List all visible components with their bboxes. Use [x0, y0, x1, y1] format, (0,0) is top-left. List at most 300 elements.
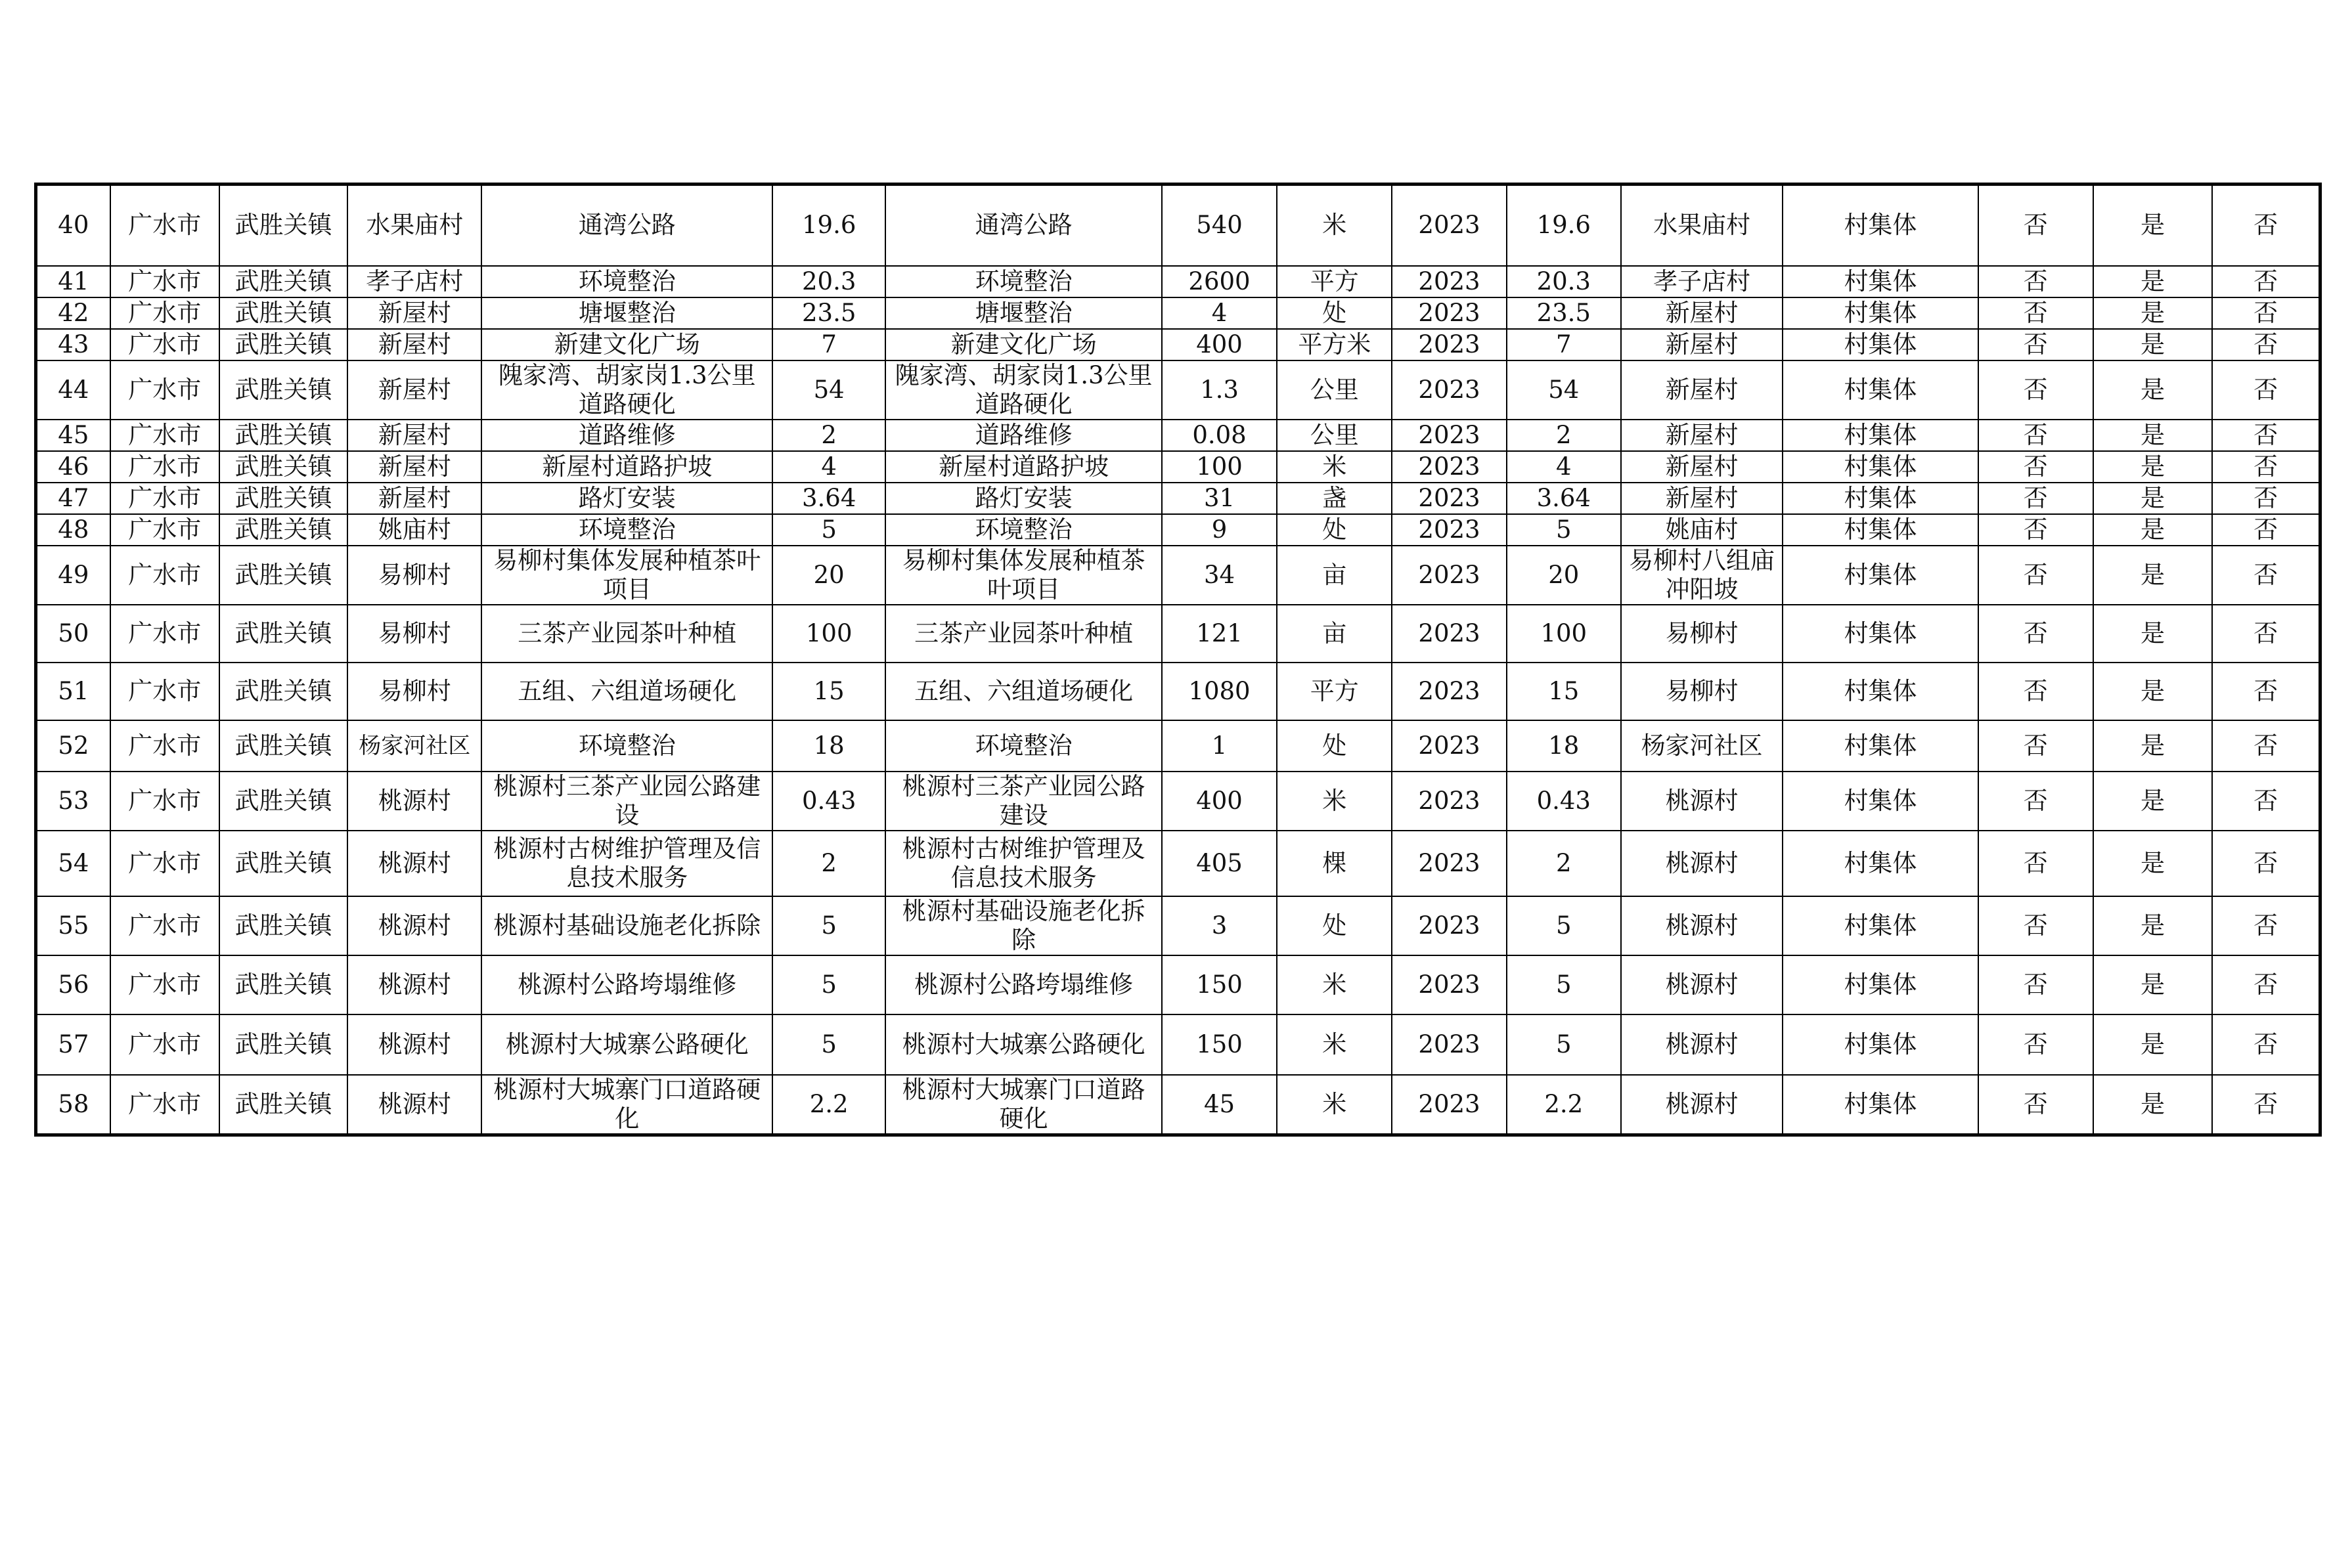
town-cell: 武胜关镇: [219, 420, 347, 451]
flag-2-cell: 是: [2093, 955, 2212, 1014]
investment-cell: 5: [772, 1014, 885, 1075]
flag-1-cell: 否: [1978, 297, 2093, 329]
town-cell: 武胜关镇: [219, 451, 347, 483]
table-row: [36, 514, 2320, 546]
construction-content-cell: 新屋村道路护坡: [885, 451, 1162, 483]
flag-2-cell: 是: [2093, 297, 2212, 329]
village-cell: 姚庙村: [347, 514, 481, 546]
construction-content-cell: 桃源村大城寨公路硬化: [885, 1014, 1162, 1075]
location-cell: 新屋村: [1621, 360, 1783, 420]
quantity-cell: 400: [1162, 772, 1277, 831]
location-cell: 杨家河社区: [1621, 720, 1783, 772]
quantity-cell: 45: [1162, 1075, 1277, 1135]
quantity-cell: 100: [1162, 451, 1277, 483]
town-cell: 武胜关镇: [219, 185, 347, 266]
investment-cell: 23.5: [772, 297, 885, 329]
flag-3-cell: 否: [2212, 420, 2320, 451]
year-cell: 2023: [1392, 483, 1506, 514]
construction-content-cell: 环境整治: [885, 266, 1162, 297]
project-name-cell: 环境整治: [481, 720, 772, 772]
owner-cell: 村集体: [1783, 483, 1978, 514]
quantity-cell: 9: [1162, 514, 1277, 546]
flag-1-cell: 否: [1978, 831, 2093, 896]
flag-1-cell: 否: [1978, 483, 2093, 514]
construction-content-cell: 通湾公路: [885, 185, 1162, 266]
investment-cell: 0.43: [772, 772, 885, 831]
amount-cell: 4: [1507, 451, 1621, 483]
town-cell: 武胜关镇: [219, 831, 347, 896]
construction-content-cell: 桃源村三茶产业园公路建设: [885, 772, 1162, 831]
flag-3-cell: 否: [2212, 896, 2320, 955]
quantity-cell: 540: [1162, 185, 1277, 266]
location-cell: 新屋村: [1621, 420, 1783, 451]
table-row: [36, 772, 2320, 831]
city-cell: 广水市: [110, 772, 219, 831]
table-row: [36, 896, 2320, 955]
serial-number-cell: 49: [36, 546, 110, 605]
amount-cell: 100: [1507, 605, 1621, 663]
table-row: [36, 1014, 2320, 1075]
city-cell: 广水市: [110, 896, 219, 955]
town-cell: 武胜关镇: [219, 896, 347, 955]
location-cell: 桃源村: [1621, 831, 1783, 896]
table-row: [36, 451, 2320, 483]
city-cell: 广水市: [110, 1014, 219, 1075]
unit-cell: 亩: [1277, 605, 1392, 663]
flag-2-cell: 是: [2093, 1075, 2212, 1135]
flag-3-cell: 否: [2212, 663, 2320, 720]
city-cell: 广水市: [110, 185, 219, 266]
amount-cell: 2: [1507, 420, 1621, 451]
quantity-cell: 0.08: [1162, 420, 1277, 451]
serial-number-cell: 57: [36, 1014, 110, 1075]
flag-1-cell: 否: [1978, 451, 2093, 483]
owner-cell: 村集体: [1783, 1014, 1978, 1075]
owner-cell: 村集体: [1783, 451, 1978, 483]
unit-cell: 平方: [1277, 266, 1392, 297]
year-cell: 2023: [1392, 185, 1506, 266]
investment-cell: 2.2: [772, 1075, 885, 1135]
investment-cell: 3.64: [772, 483, 885, 514]
investment-cell: 15: [772, 663, 885, 720]
serial-number-cell: 51: [36, 663, 110, 720]
construction-content-cell: 路灯安装: [885, 483, 1162, 514]
year-cell: 2023: [1392, 896, 1506, 955]
year-cell: 2023: [1392, 1014, 1506, 1075]
owner-cell: 村集体: [1783, 896, 1978, 955]
town-cell: 武胜关镇: [219, 297, 347, 329]
year-cell: 2023: [1392, 663, 1506, 720]
unit-cell: 平方米: [1277, 329, 1392, 360]
quantity-cell: 121: [1162, 605, 1277, 663]
town-cell: 武胜关镇: [219, 1075, 347, 1135]
city-cell: 广水市: [110, 451, 219, 483]
amount-cell: 18: [1507, 720, 1621, 772]
investment-cell: 7: [772, 329, 885, 360]
year-cell: 2023: [1392, 451, 1506, 483]
unit-cell: 平方: [1277, 663, 1392, 720]
flag-2-cell: 是: [2093, 663, 2212, 720]
owner-cell: 村集体: [1783, 955, 1978, 1014]
city-cell: 广水市: [110, 955, 219, 1014]
serial-number-cell: 53: [36, 772, 110, 831]
flag-1-cell: 否: [1978, 420, 2093, 451]
table-row: [36, 297, 2320, 329]
flag-3-cell: 否: [2212, 605, 2320, 663]
serial-number-cell: 52: [36, 720, 110, 772]
year-cell: 2023: [1392, 420, 1506, 451]
investment-cell: 2: [772, 420, 885, 451]
construction-content-cell: 隗家湾、胡家岗1.3公里道路硬化: [885, 360, 1162, 420]
flag-2-cell: 是: [2093, 360, 2212, 420]
village-cell: 易柳村: [347, 546, 481, 605]
village-cell: 桃源村: [347, 772, 481, 831]
owner-cell: 村集体: [1783, 831, 1978, 896]
serial-number-cell: 47: [36, 483, 110, 514]
flag-1-cell: 否: [1978, 605, 2093, 663]
city-cell: 广水市: [110, 420, 219, 451]
village-cell: 新屋村: [347, 420, 481, 451]
amount-cell: 2.2: [1507, 1075, 1621, 1135]
location-cell: 桃源村: [1621, 955, 1783, 1014]
location-cell: 新屋村: [1621, 483, 1783, 514]
location-cell: 桃源村: [1621, 1014, 1783, 1075]
construction-content-cell: 桃源村公路垮塌维修: [885, 955, 1162, 1014]
flag-3-cell: 否: [2212, 514, 2320, 546]
unit-cell: 公里: [1277, 420, 1392, 451]
project-name-cell: 道路维修: [481, 420, 772, 451]
unit-cell: 盏: [1277, 483, 1392, 514]
town-cell: 武胜关镇: [219, 720, 347, 772]
construction-content-cell: 新建文化广场: [885, 329, 1162, 360]
town-cell: 武胜关镇: [219, 514, 347, 546]
city-cell: 广水市: [110, 720, 219, 772]
city-cell: 广水市: [110, 483, 219, 514]
city-cell: 广水市: [110, 663, 219, 720]
village-cell: 桃源村: [347, 831, 481, 896]
amount-cell: 19.6: [1507, 185, 1621, 266]
village-cell: 杨家河社区: [347, 720, 481, 772]
serial-number-cell: 42: [36, 297, 110, 329]
serial-number-cell: 54: [36, 831, 110, 896]
investment-cell: 4: [772, 451, 885, 483]
project-name-cell: 易柳村集体发展种植茶叶项目: [481, 546, 772, 605]
construction-content-cell: 五组、六组道场硬化: [885, 663, 1162, 720]
table-row: [36, 420, 2320, 451]
project-name-cell: 路灯安装: [481, 483, 772, 514]
flag-1-cell: 否: [1978, 1014, 2093, 1075]
flag-3-cell: 否: [2212, 546, 2320, 605]
quantity-cell: 34: [1162, 546, 1277, 605]
construction-content-cell: 桃源村大城寨门口道路硬化: [885, 1075, 1162, 1135]
owner-cell: 村集体: [1783, 420, 1978, 451]
table-row: [36, 605, 2320, 663]
city-cell: 广水市: [110, 514, 219, 546]
table-row: [36, 185, 2320, 266]
flag-2-cell: 是: [2093, 420, 2212, 451]
serial-number-cell: 40: [36, 185, 110, 266]
table-body: [36, 185, 2320, 1135]
flag-1-cell: 否: [1978, 266, 2093, 297]
flag-2-cell: 是: [2093, 483, 2212, 514]
project-name-cell: 桃源村公路垮塌维修: [481, 955, 772, 1014]
unit-cell: 处: [1277, 297, 1392, 329]
town-cell: 武胜关镇: [219, 266, 347, 297]
flag-3-cell: 否: [2212, 266, 2320, 297]
table-row: [36, 831, 2320, 896]
investment-cell: 54: [772, 360, 885, 420]
flag-3-cell: 否: [2212, 955, 2320, 1014]
location-cell: 桃源村: [1621, 772, 1783, 831]
quantity-cell: 4: [1162, 297, 1277, 329]
project-name-cell: 通湾公路: [481, 185, 772, 266]
flag-1-cell: 否: [1978, 514, 2093, 546]
amount-cell: 7: [1507, 329, 1621, 360]
owner-cell: 村集体: [1783, 266, 1978, 297]
serial-number-cell: 56: [36, 955, 110, 1014]
village-cell: 新屋村: [347, 360, 481, 420]
flag-2-cell: 是: [2093, 266, 2212, 297]
year-cell: 2023: [1392, 955, 1506, 1014]
amount-cell: 5: [1507, 1014, 1621, 1075]
serial-number-cell: 43: [36, 329, 110, 360]
flag-1-cell: 否: [1978, 185, 2093, 266]
flag-3-cell: 否: [2212, 720, 2320, 772]
amount-cell: 15: [1507, 663, 1621, 720]
serial-number-cell: 50: [36, 605, 110, 663]
table-row: [36, 663, 2320, 720]
serial-number-cell: 44: [36, 360, 110, 420]
amount-cell: 23.5: [1507, 297, 1621, 329]
quantity-cell: 150: [1162, 955, 1277, 1014]
project-name-cell: 新建文化广场: [481, 329, 772, 360]
quantity-cell: 150: [1162, 1014, 1277, 1075]
flag-2-cell: 是: [2093, 1014, 2212, 1075]
location-cell: 新屋村: [1621, 451, 1783, 483]
investment-cell: 18: [772, 720, 885, 772]
location-cell: 水果庙村: [1621, 185, 1783, 266]
owner-cell: 村集体: [1783, 1075, 1978, 1135]
unit-cell: 处: [1277, 896, 1392, 955]
table-row: [36, 329, 2320, 360]
amount-cell: 5: [1507, 955, 1621, 1014]
owner-cell: 村集体: [1783, 297, 1978, 329]
year-cell: 2023: [1392, 329, 1506, 360]
serial-number-cell: 45: [36, 420, 110, 451]
owner-cell: 村集体: [1783, 605, 1978, 663]
table-row: [36, 360, 2320, 420]
flag-1-cell: 否: [1978, 360, 2093, 420]
location-cell: 易柳村: [1621, 605, 1783, 663]
flag-2-cell: 是: [2093, 896, 2212, 955]
project-name-cell: 桃源村基础设施老化拆除: [481, 896, 772, 955]
owner-cell: 村集体: [1783, 514, 1978, 546]
flag-3-cell: 否: [2212, 297, 2320, 329]
quantity-cell: 2600: [1162, 266, 1277, 297]
quantity-cell: 1.3: [1162, 360, 1277, 420]
quantity-cell: 1080: [1162, 663, 1277, 720]
investment-cell: 19.6: [772, 185, 885, 266]
city-cell: 广水市: [110, 360, 219, 420]
owner-cell: 村集体: [1783, 663, 1978, 720]
amount-cell: 5: [1507, 896, 1621, 955]
town-cell: 武胜关镇: [219, 360, 347, 420]
unit-cell: 米: [1277, 1014, 1392, 1075]
flag-2-cell: 是: [2093, 329, 2212, 360]
village-cell: 新屋村: [347, 451, 481, 483]
project-name-cell: 塘堰整治: [481, 297, 772, 329]
town-cell: 武胜关镇: [219, 1014, 347, 1075]
quantity-cell: 400: [1162, 329, 1277, 360]
flag-3-cell: 否: [2212, 329, 2320, 360]
project-name-cell: 隗家湾、胡家岗1.3公里道路硬化: [481, 360, 772, 420]
investment-cell: 5: [772, 955, 885, 1014]
unit-cell: 处: [1277, 514, 1392, 546]
construction-content-cell: 环境整治: [885, 720, 1162, 772]
investment-cell: 5: [772, 896, 885, 955]
owner-cell: 村集体: [1783, 720, 1978, 772]
amount-cell: 20.3: [1507, 266, 1621, 297]
amount-cell: 20: [1507, 546, 1621, 605]
flag-3-cell: 否: [2212, 1014, 2320, 1075]
project-name-cell: 五组、六组道场硬化: [481, 663, 772, 720]
year-cell: 2023: [1392, 772, 1506, 831]
flag-1-cell: 否: [1978, 772, 2093, 831]
table-row: [36, 1075, 2320, 1135]
construction-content-cell: 桃源村基础设施老化拆除: [885, 896, 1162, 955]
year-cell: 2023: [1392, 605, 1506, 663]
investment-cell: 20: [772, 546, 885, 605]
owner-cell: 村集体: [1783, 329, 1978, 360]
flag-1-cell: 否: [1978, 955, 2093, 1014]
flag-3-cell: 否: [2212, 483, 2320, 514]
city-cell: 广水市: [110, 831, 219, 896]
village-cell: 桃源村: [347, 896, 481, 955]
construction-content-cell: 道路维修: [885, 420, 1162, 451]
project-name-cell: 环境整治: [481, 514, 772, 546]
serial-number-cell: 41: [36, 266, 110, 297]
year-cell: 2023: [1392, 360, 1506, 420]
construction-content-cell: 环境整治: [885, 514, 1162, 546]
construction-content-cell: 桃源村古树维护管理及信息技术服务: [885, 831, 1162, 896]
amount-cell: 3.64: [1507, 483, 1621, 514]
town-cell: 武胜关镇: [219, 546, 347, 605]
year-cell: 2023: [1392, 514, 1506, 546]
flag-1-cell: 否: [1978, 546, 2093, 605]
city-cell: 广水市: [110, 546, 219, 605]
unit-cell: 棵: [1277, 831, 1392, 896]
project-table: [34, 183, 2322, 1137]
investment-cell: 5: [772, 514, 885, 546]
flag-2-cell: 是: [2093, 185, 2212, 266]
unit-cell: 米: [1277, 451, 1392, 483]
table-row: [36, 483, 2320, 514]
location-cell: 孝子店村: [1621, 266, 1783, 297]
village-cell: 易柳村: [347, 663, 481, 720]
city-cell: 广水市: [110, 1075, 219, 1135]
flag-2-cell: 是: [2093, 514, 2212, 546]
project-name-cell: 桃源村古树维护管理及信息技术服务: [481, 831, 772, 896]
flag-3-cell: 否: [2212, 360, 2320, 420]
town-cell: 武胜关镇: [219, 955, 347, 1014]
year-cell: 2023: [1392, 297, 1506, 329]
flag-3-cell: 否: [2212, 772, 2320, 831]
location-cell: 新屋村: [1621, 297, 1783, 329]
village-cell: 孝子店村: [347, 266, 481, 297]
amount-cell: 5: [1507, 514, 1621, 546]
quantity-cell: 3: [1162, 896, 1277, 955]
town-cell: 武胜关镇: [219, 329, 347, 360]
flag-2-cell: 是: [2093, 451, 2212, 483]
flag-2-cell: 是: [2093, 831, 2212, 896]
flag-1-cell: 否: [1978, 896, 2093, 955]
construction-content-cell: 易柳村集体发展种植茶叶项目: [885, 546, 1162, 605]
unit-cell: 公里: [1277, 360, 1392, 420]
village-cell: 新屋村: [347, 483, 481, 514]
quantity-cell: 31: [1162, 483, 1277, 514]
village-cell: 桃源村: [347, 1075, 481, 1135]
flag-1-cell: 否: [1978, 720, 2093, 772]
unit-cell: 米: [1277, 955, 1392, 1014]
flag-2-cell: 是: [2093, 720, 2212, 772]
table-row: [36, 266, 2320, 297]
owner-cell: 村集体: [1783, 360, 1978, 420]
project-name-cell: 桃源村大城寨门口道路硬化: [481, 1075, 772, 1135]
town-cell: 武胜关镇: [219, 663, 347, 720]
serial-number-cell: 48: [36, 514, 110, 546]
flag-3-cell: 否: [2212, 451, 2320, 483]
location-cell: 易柳村八组庙冲阳坡: [1621, 546, 1783, 605]
table-row: [36, 546, 2320, 605]
city-cell: 广水市: [110, 605, 219, 663]
quantity-cell: 1: [1162, 720, 1277, 772]
flag-3-cell: 否: [2212, 1075, 2320, 1135]
serial-number-cell: 55: [36, 896, 110, 955]
flag-1-cell: 否: [1978, 663, 2093, 720]
serial-number-cell: 46: [36, 451, 110, 483]
year-cell: 2023: [1392, 831, 1506, 896]
unit-cell: 米: [1277, 185, 1392, 266]
serial-number-cell: 58: [36, 1075, 110, 1135]
unit-cell: 米: [1277, 1075, 1392, 1135]
location-cell: 桃源村: [1621, 896, 1783, 955]
village-cell: 新屋村: [347, 329, 481, 360]
project-name-cell: 桃源村大城寨公路硬化: [481, 1014, 772, 1075]
construction-content-cell: 三茶产业园茶叶种植: [885, 605, 1162, 663]
village-cell: 新屋村: [347, 297, 481, 329]
year-cell: 2023: [1392, 266, 1506, 297]
quantity-cell: 405: [1162, 831, 1277, 896]
owner-cell: 村集体: [1783, 185, 1978, 266]
unit-cell: 处: [1277, 720, 1392, 772]
amount-cell: 2: [1507, 831, 1621, 896]
village-cell: 桃源村: [347, 955, 481, 1014]
village-cell: 桃源村: [347, 1014, 481, 1075]
flag-2-cell: 是: [2093, 772, 2212, 831]
owner-cell: 村集体: [1783, 546, 1978, 605]
flag-3-cell: 否: [2212, 831, 2320, 896]
amount-cell: 0.43: [1507, 772, 1621, 831]
project-name-cell: 环境整治: [481, 266, 772, 297]
location-cell: 新屋村: [1621, 329, 1783, 360]
town-cell: 武胜关镇: [219, 605, 347, 663]
investment-cell: 2: [772, 831, 885, 896]
unit-cell: 亩: [1277, 546, 1392, 605]
investment-cell: 20.3: [772, 266, 885, 297]
location-cell: 易柳村: [1621, 663, 1783, 720]
village-cell: 水果庙村: [347, 185, 481, 266]
owner-cell: 村集体: [1783, 772, 1978, 831]
